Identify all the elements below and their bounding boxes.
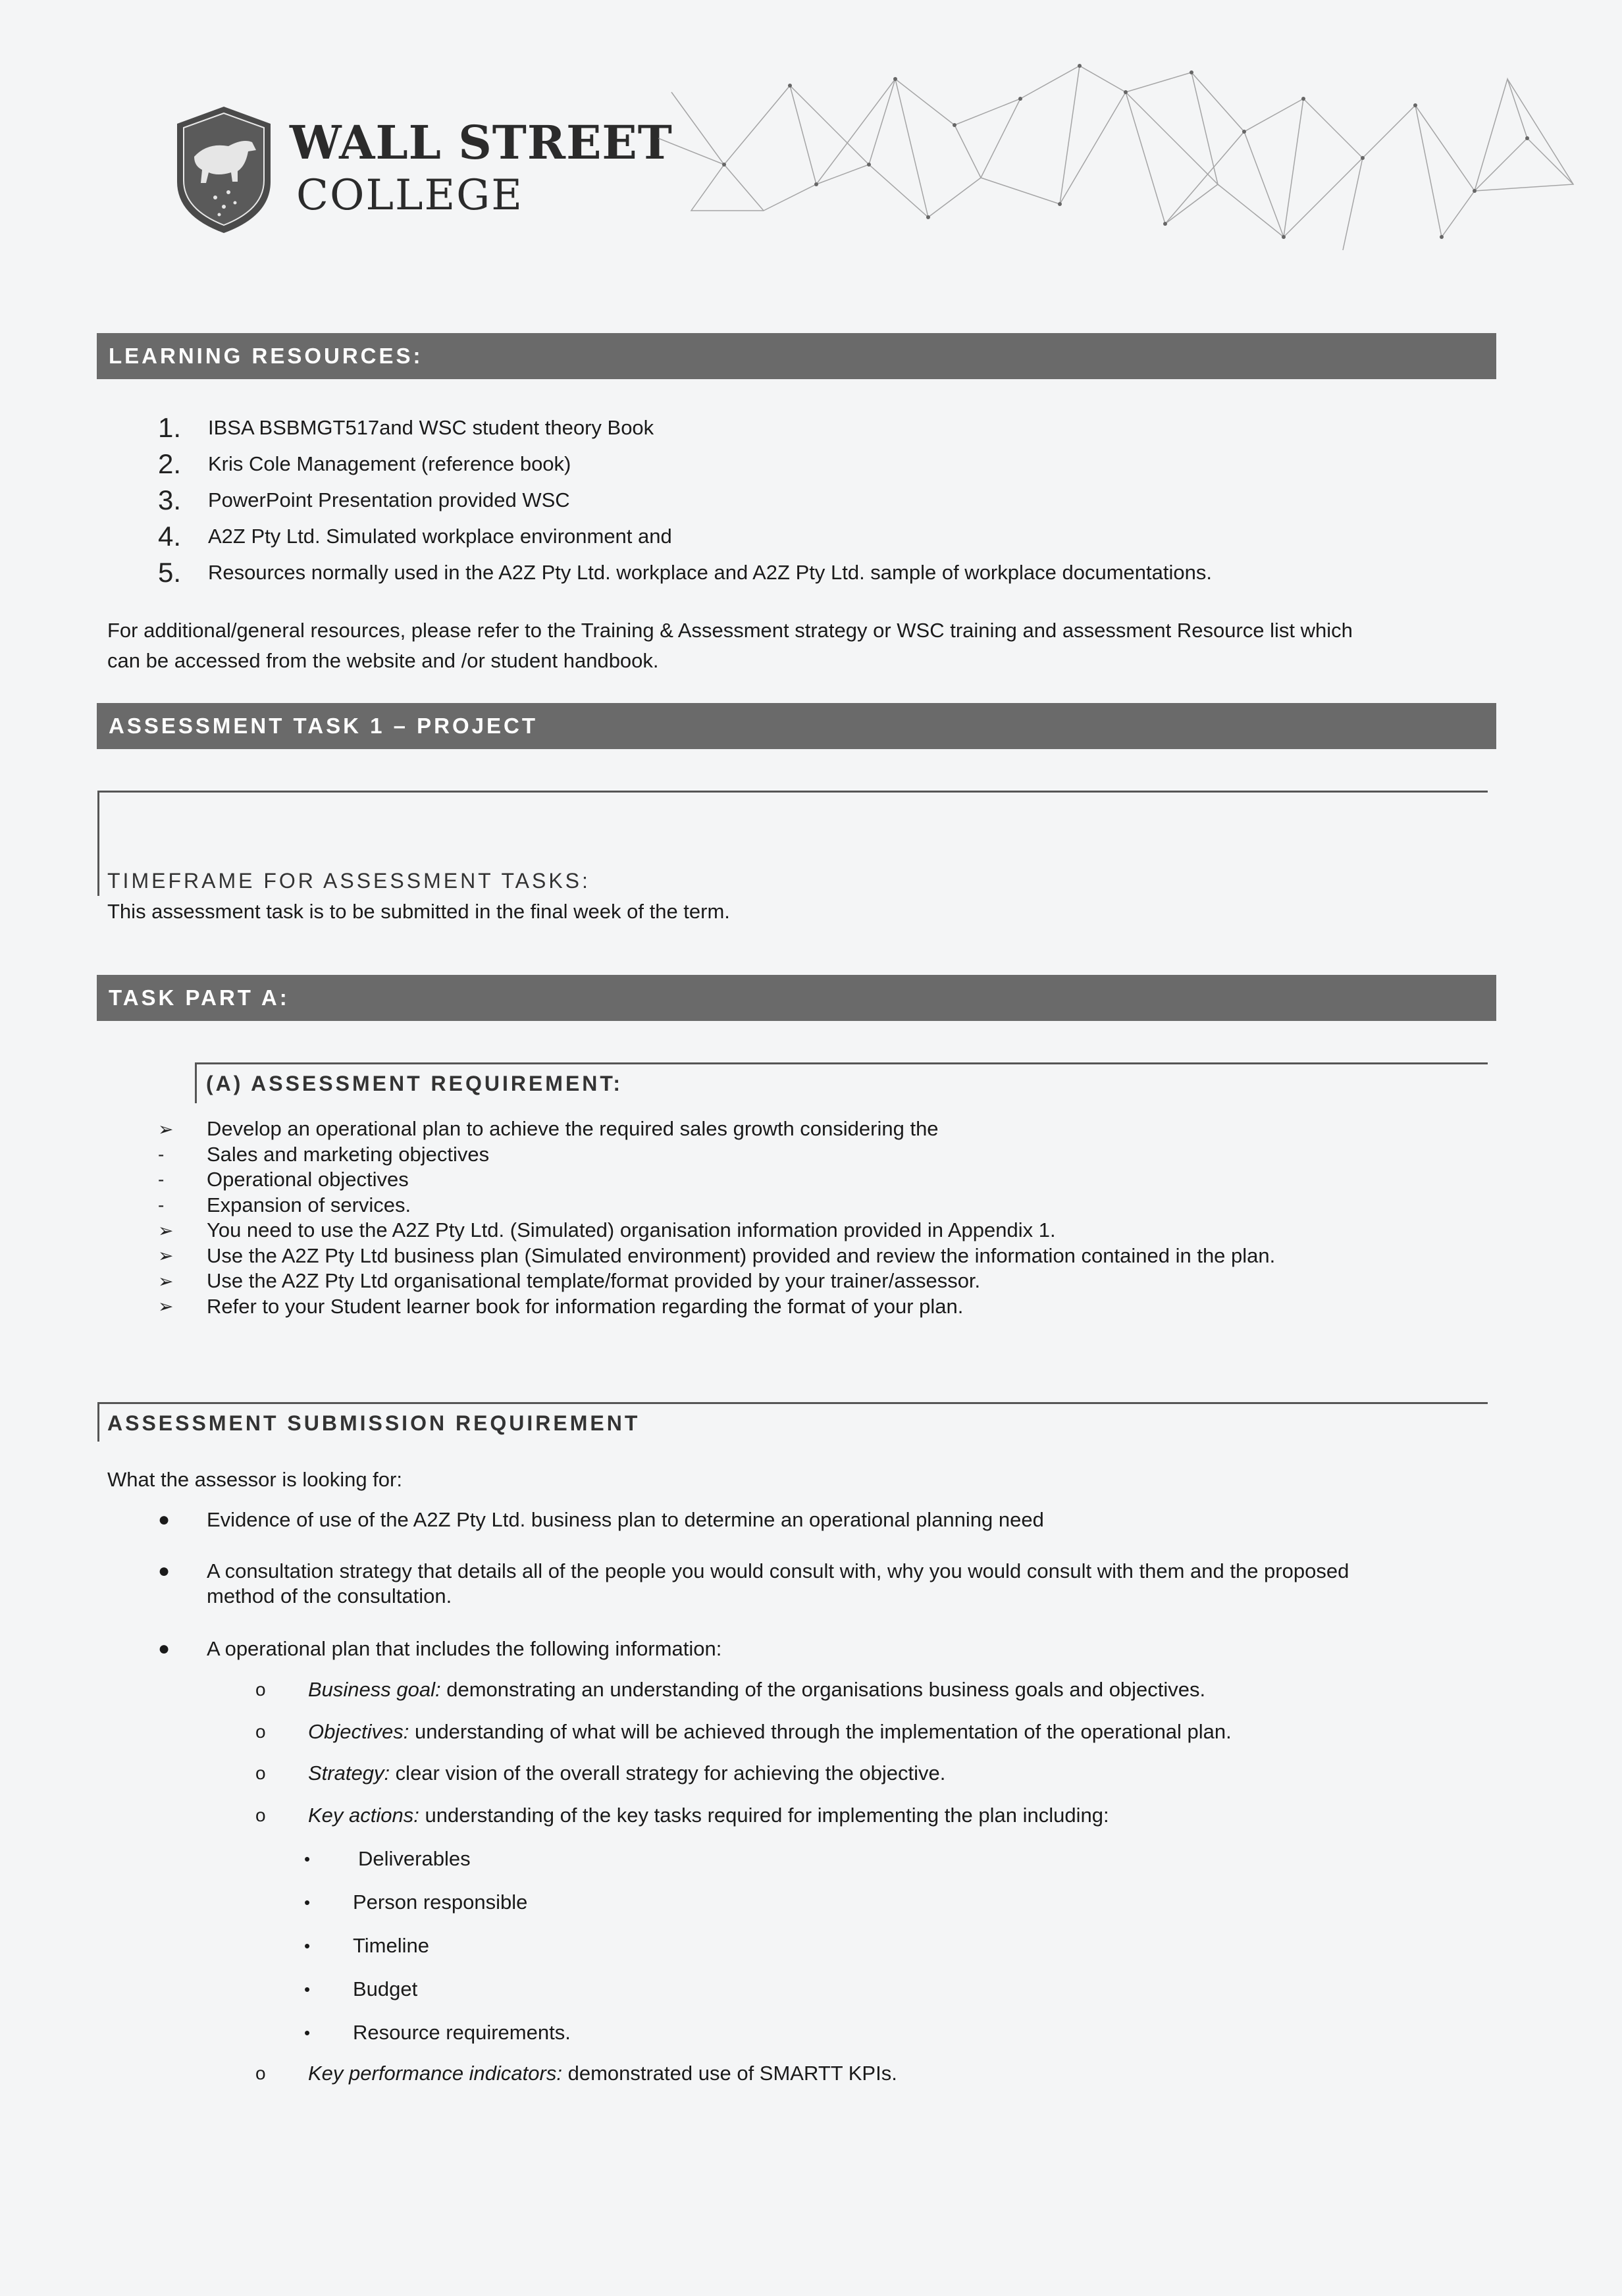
submission-box-top [97,1402,1488,1404]
kpi-label: Key performance indicators: [308,2062,562,2085]
list-text: IBSA BSBMGT517and WSC student theory Book [208,415,654,439]
bullet-icon: ● [158,1638,170,1659]
submission-box-left [97,1402,99,1442]
submission-heading: ASSESSMENT SUBMISSION REQUIREMENT [107,1411,641,1435]
resources-note-line2: can be accessed from the website and /or student handbook. [107,649,659,672]
list-text: Kris Cole Management (reference book) [208,452,571,475]
bull-shield-icon [174,104,273,236]
list-text: Person responsible [353,1891,528,1914]
bullet-icon: ● [158,1560,170,1582]
strategy-label: Strategy: [308,1761,390,1785]
key-actions-label: Key actions: [308,1804,419,1827]
dash-bullet-icon: - [158,1143,165,1164]
requirements-list [158,1116,1275,1319]
list-text: Sales and marketing objectives [207,1142,490,1166]
list-text: Resource requirements. [353,2021,571,2044]
list-item [158,446,1212,482]
list-text: PowerPoint Presentation provided WSC [208,488,570,511]
list-item [304,1890,527,1915]
list-item [158,1218,1275,1243]
list-text: Use the A2Z Pty Ltd organisational template/format provided by your trainer/assessor. [207,1269,981,1293]
arrow-bullet-icon: ➢ [158,1270,174,1292]
strategy-text: clear vision of the overall strategy for achieving the objective. [390,1761,946,1785]
list-item [158,1636,721,1661]
list-text: A2Z Pty Ltd. Simulated workplace environment and [208,524,672,548]
requirement-box-top [195,1062,1488,1064]
resources-note [107,615,1496,676]
list-item [304,1846,471,1871]
list-item [158,1167,1275,1193]
list-text [308,1803,1109,1828]
list-number: 3. [158,484,182,515]
list-text [308,1761,945,1786]
circle-bullet-icon: o [255,1679,266,1700]
arrow-bullet-icon: ➢ [158,1220,174,1241]
task1-heading: ASSESSMENT TASK 1 – PROJECT [97,703,1496,749]
list-item [158,1559,1349,1609]
list-item [255,2061,897,2086]
timeframe-box-left [97,791,99,896]
list-item [158,1142,1275,1168]
arrow-bullet-icon: ➢ [158,1118,174,1139]
list-item [158,1268,1275,1294]
business-goal-text: demonstrating an understanding of the organisations business goals and objectives. [440,1678,1206,1701]
list-item [158,518,1212,554]
list-number: 5. [158,556,182,588]
kpi-text: demonstrated use of SMARTT KPIs. [562,2062,897,2085]
list-text: Operational objectives [207,1168,409,1191]
list-item [158,554,1212,590]
learning-resources-heading: LEARNING RESOURCES: [97,333,1496,379]
list-text: Resources normally used in the A2Z Pty Ltd. workplace and A2Z Pty Ltd. sample of workplace documentations. [208,560,1212,584]
list-item [304,1977,417,2002]
timeframe-box-top [97,791,1488,793]
list-item [158,1193,1275,1218]
timeframe-label: TIMEFRAME FOR ASSESSMENT TASKS: [107,869,590,893]
learning-resources-list [158,409,1212,590]
list-text [207,1559,1349,1609]
dot-bullet-icon: • [304,1849,311,1869]
list-item [158,482,1212,518]
list-item [158,409,1212,446]
list-item [255,1677,1205,1702]
list-text: Deliverables [358,1847,471,1870]
list-item [158,1116,1275,1142]
list-item [304,2020,571,2045]
list-text [308,1677,1205,1702]
dot-bullet-icon: • [304,1892,311,1912]
objectives-label: Objectives: [308,1720,409,1743]
list-text [308,2061,897,2086]
dot-bullet-icon: • [304,2023,311,2043]
resources-note-line1: For additional/general resources, please refer to the Training & Assessment strategy or WSC training and assessment Resource list which [107,619,1353,642]
list-item [255,1719,1232,1744]
circle-bullet-icon: o [255,1805,266,1825]
list-text: Develop an operational plan to achieve the required sales growth considering the [207,1117,939,1141]
list-item [158,1507,1044,1532]
list-text: Expansion of services. [207,1193,411,1216]
list-text: A operational plan that includes the following information: [207,1637,722,1660]
objectives-text: understanding of what will be achieved through the implementation of the operational plan. [409,1720,1232,1743]
list-number: 1. [158,411,182,443]
list-text-line2: method of the consultation. [207,1584,452,1607]
circle-bullet-icon: o [255,1763,266,1783]
circle-bullet-icon: o [255,1721,266,1742]
list-text: Use the A2Z Pty Ltd business plan (Simulated environment) provided and review the information contained in the plan. [207,1243,1276,1267]
part-a-heading: TASK PART A: [97,975,1496,1021]
dot-bullet-icon: • [304,1936,311,1956]
list-text: Timeline [353,1934,429,1957]
key-actions-text: understanding of the key tasks required for implementing the plan including: [419,1804,1109,1827]
requirement-box-left [195,1062,197,1103]
network-decoration [652,53,1586,263]
arrow-bullet-icon: ➢ [158,1245,174,1266]
brand-name-line2: COLLEGE [296,171,523,220]
list-item [255,1761,945,1786]
dash-bullet-icon: - [158,1169,165,1190]
brand-name-line1: WALL STREET [290,115,673,170]
list-item [158,1243,1275,1269]
requirement-heading: (A) ASSESSMENT REQUIREMENT: [206,1072,623,1095]
arrow-bullet-icon: ➢ [158,1296,174,1317]
timeframe-text: This assessment task is to be submitted in the final week of the term. [107,900,730,923]
list-text: Evidence of use of the A2Z Pty Ltd. business plan to determine an operational planning need [207,1508,1044,1531]
list-text: You need to use the A2Z Pty Ltd. (Simulated) organisation information provided in Appendix 1. [207,1218,1056,1242]
list-item [158,1294,1275,1320]
list-item [304,1933,429,1958]
list-text-line1: A consultation strategy that details all of the people you would consult with, why you would consult with them and the proposed [207,1559,1349,1582]
circle-bullet-icon: o [255,2063,266,2083]
list-text [308,1719,1232,1744]
list-text: Refer to your Student learner book for information regarding the format of your plan. [207,1294,964,1318]
list-number: 4. [158,520,182,552]
submission-intro: What the assessor is looking for: [107,1468,402,1491]
bullet-icon: ● [158,1509,170,1530]
business-goal-label: Business goal: [308,1678,441,1701]
dash-bullet-icon: - [158,1194,165,1215]
list-item [255,1803,1109,1828]
list-number: 2. [158,448,182,479]
dot-bullet-icon: • [304,1979,311,1999]
list-text: Budget [353,1977,418,2000]
